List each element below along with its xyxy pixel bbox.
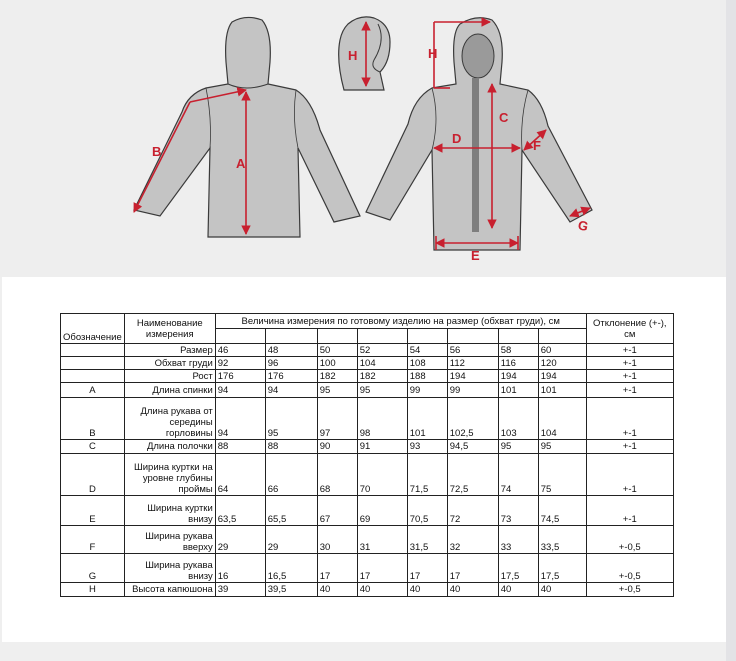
- cell-value: 50: [317, 344, 357, 357]
- cell-value: 17: [407, 554, 447, 583]
- row-code: E: [61, 496, 125, 526]
- cell-value: 64: [215, 454, 265, 496]
- cell-value: 182: [357, 370, 407, 383]
- cell-value: 72: [447, 496, 498, 526]
- row-deviation: +-0,5: [586, 583, 673, 597]
- row-deviation: +-1: [586, 496, 673, 526]
- row-deviation: +-1: [586, 370, 673, 383]
- cell-value: 92: [215, 357, 265, 370]
- cell-value: 95: [357, 383, 407, 398]
- measure-b-label: B: [152, 144, 162, 159]
- header-size-caption: Величина измерения по готовому изделию на размер (обхват груди), см: [215, 314, 586, 329]
- row-deviation: +-1: [586, 440, 673, 454]
- cell-value: 75: [538, 454, 586, 496]
- cell-value: 40: [498, 583, 538, 597]
- cell-value: 104: [538, 398, 586, 440]
- header-deviation: Отклонение (+-), см: [586, 314, 673, 344]
- row-name: Рост: [124, 370, 215, 383]
- cell-value: 99: [407, 383, 447, 398]
- header-measure-name: Наименование измерения: [124, 314, 215, 344]
- row-code: H: [61, 583, 125, 597]
- cell-value: 31: [357, 526, 407, 554]
- row-code: F: [61, 526, 125, 554]
- row-code: D: [61, 454, 125, 496]
- cell-value: 39: [215, 583, 265, 597]
- cell-value: 46: [215, 344, 265, 357]
- cell-value: 40: [317, 583, 357, 597]
- row-code: [61, 370, 125, 383]
- cell-value: 176: [215, 370, 265, 383]
- cell-value: 40: [538, 583, 586, 597]
- cell-value: 63,5: [215, 496, 265, 526]
- cell-value: 101: [498, 383, 538, 398]
- row-code: A: [61, 383, 125, 398]
- row-name: Длина полочки: [124, 440, 215, 454]
- cell-value: 72,5: [447, 454, 498, 496]
- hood-side-shape: [339, 17, 390, 90]
- row-code: C: [61, 440, 125, 454]
- row-name: Длина рукава от середины горловины: [124, 398, 215, 440]
- cell-value: 98: [357, 398, 407, 440]
- row-name: Длина спинки: [124, 383, 215, 398]
- cell-value: 194: [538, 370, 586, 383]
- table-row: [61, 357, 674, 370]
- row-name: Ширина куртки внизу: [124, 496, 215, 526]
- measure-g-label: G: [576, 217, 590, 235]
- cell-value: 30: [317, 526, 357, 554]
- cell-value: 52: [357, 344, 407, 357]
- size-spec-table: [60, 313, 674, 597]
- cell-value: 40: [407, 583, 447, 597]
- zipper: [472, 78, 479, 232]
- cell-value: 69: [357, 496, 407, 526]
- measure-h-front-label: H: [428, 46, 438, 61]
- table-row: [61, 583, 674, 597]
- cell-value: 56: [447, 344, 498, 357]
- cell-value: 33,5: [538, 526, 586, 554]
- row-deviation: +-1: [586, 357, 673, 370]
- cell-value: 39,5: [265, 583, 317, 597]
- cell-value: 194: [498, 370, 538, 383]
- row-name: Размер: [124, 344, 215, 357]
- table-row: [61, 440, 674, 454]
- cell-value: 90: [317, 440, 357, 454]
- cell-value: 94: [215, 383, 265, 398]
- cell-value: 74,5: [538, 496, 586, 526]
- measure-e-label: E: [471, 248, 480, 263]
- row-name: Ширина рукава внизу: [124, 554, 215, 583]
- cell-value: 104: [357, 357, 407, 370]
- row-name: Ширина рукава вверху: [124, 526, 215, 554]
- measure-f-label: F: [533, 138, 541, 153]
- cell-value: 95: [265, 398, 317, 440]
- cell-value: 73: [498, 496, 538, 526]
- cell-value: 29: [265, 526, 317, 554]
- row-code: B: [61, 398, 125, 440]
- cell-value: 74: [498, 454, 538, 496]
- cell-value: 112: [447, 357, 498, 370]
- measure-d-label: D: [452, 131, 462, 146]
- measure-c-label: C: [499, 110, 509, 125]
- cell-value: 32: [447, 526, 498, 554]
- cell-value: 116: [498, 357, 538, 370]
- row-name: Ширина куртки на уровне глубины проймы: [124, 454, 215, 496]
- measure-a-label: A: [236, 156, 246, 171]
- table-row: [61, 526, 674, 554]
- row-name: Обхват груди: [124, 357, 215, 370]
- cell-value: 29: [215, 526, 265, 554]
- cell-value: 58: [498, 344, 538, 357]
- cell-value: 188: [407, 370, 447, 383]
- cell-value: 60: [538, 344, 586, 357]
- header-designation: Обозначение: [61, 314, 125, 344]
- cell-value: 93: [407, 440, 447, 454]
- cell-value: 65,5: [265, 496, 317, 526]
- cell-value: 71,5: [407, 454, 447, 496]
- table-row: [61, 398, 674, 440]
- cell-value: 88: [215, 440, 265, 454]
- cell-value: 100: [317, 357, 357, 370]
- cell-value: 40: [447, 583, 498, 597]
- cell-value: 94: [215, 398, 265, 440]
- cell-value: 70,5: [407, 496, 447, 526]
- cell-value: 88: [265, 440, 317, 454]
- cell-value: 95: [538, 440, 586, 454]
- cell-value: 94,5: [447, 440, 498, 454]
- cell-value: 120: [538, 357, 586, 370]
- cell-value: 54: [407, 344, 447, 357]
- cell-value: 194: [447, 370, 498, 383]
- cell-value: 48: [265, 344, 317, 357]
- cell-value: 94: [265, 383, 317, 398]
- jacket-size-diagram: [0, 0, 736, 277]
- cell-value: 67: [317, 496, 357, 526]
- cell-value: 17: [447, 554, 498, 583]
- cell-value: 17: [357, 554, 407, 583]
- jacket-back-view: [134, 17, 360, 237]
- cell-value: 33: [498, 526, 538, 554]
- cell-value: 91: [357, 440, 407, 454]
- hood-face-opening: [462, 34, 494, 78]
- cell-value: 31,5: [407, 526, 447, 554]
- row-code: [61, 344, 125, 357]
- row-deviation: +-0,5: [586, 526, 673, 554]
- row-code: [61, 357, 125, 370]
- table-row: [61, 383, 674, 398]
- cell-value: 102,5: [447, 398, 498, 440]
- cell-value: 40: [357, 583, 407, 597]
- cell-value: 108: [407, 357, 447, 370]
- cell-value: 95: [317, 383, 357, 398]
- cell-value: 17,5: [498, 554, 538, 583]
- cell-value: 16: [215, 554, 265, 583]
- cell-value: 96: [265, 357, 317, 370]
- cell-value: 66: [265, 454, 317, 496]
- row-code: G: [61, 554, 125, 583]
- cell-value: 182: [317, 370, 357, 383]
- cell-value: 103: [498, 398, 538, 440]
- table-row: [61, 344, 674, 357]
- row-deviation: +-1: [586, 344, 673, 357]
- table-row: [61, 370, 674, 383]
- cell-value: 70: [357, 454, 407, 496]
- cell-value: 99: [447, 383, 498, 398]
- cell-value: 101: [407, 398, 447, 440]
- cell-value: 97: [317, 398, 357, 440]
- cell-value: 17: [317, 554, 357, 583]
- row-deviation: +-0,5: [586, 554, 673, 583]
- row-name: Высота капюшона: [124, 583, 215, 597]
- jacket-front-view: [366, 18, 592, 250]
- cell-value: 101: [538, 383, 586, 398]
- row-deviation: +-1: [586, 454, 673, 496]
- jacket-back-body: [134, 17, 360, 237]
- row-deviation: +-1: [586, 398, 673, 440]
- hood-side-view: [339, 17, 390, 90]
- measure-h-side-label: H: [348, 48, 358, 63]
- cell-value: 68: [317, 454, 357, 496]
- cell-value: 16,5: [265, 554, 317, 583]
- table-row: [61, 554, 674, 583]
- table-row: [61, 454, 674, 496]
- table-row: [61, 496, 674, 526]
- cell-value: 176: [265, 370, 317, 383]
- cell-value: 17,5: [538, 554, 586, 583]
- row-deviation: +-1: [586, 383, 673, 398]
- cell-value: 95: [498, 440, 538, 454]
